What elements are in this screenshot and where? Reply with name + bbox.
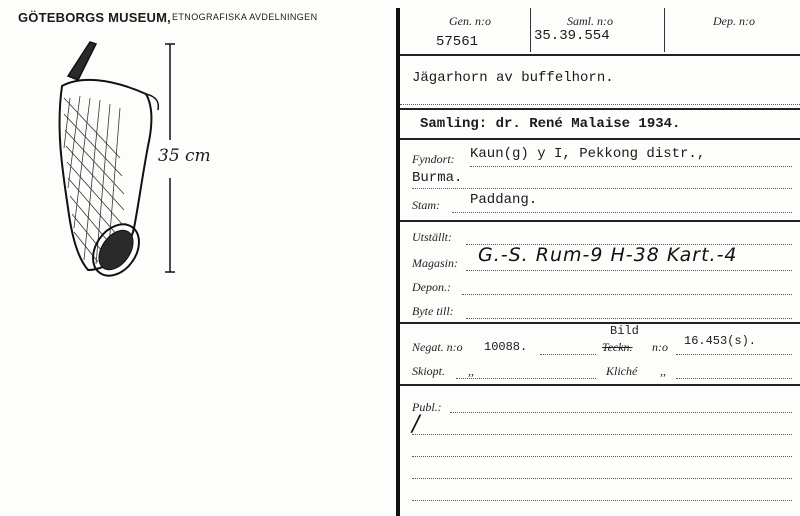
bild-number-label: n:o <box>652 340 668 354</box>
object-description: Jägarhorn av buffelhorn. <box>412 70 614 86</box>
dimension-label: 35 cm <box>158 146 211 166</box>
collection-rule-bottom <box>400 138 800 140</box>
saml-number-label: Saml. n:o <box>567 14 613 28</box>
museum-department: ETNOGRAFISKA AVDELNINGEN <box>172 12 318 22</box>
dotted-rule <box>452 212 792 213</box>
dotted-rule <box>412 188 792 189</box>
bild-label: Bild <box>610 324 639 338</box>
dotted-rule <box>466 318 792 319</box>
header-separator <box>530 8 531 52</box>
cliche-value: ,, <box>660 364 666 378</box>
byte-label: Byte till: <box>412 304 454 318</box>
teckn-label: Teckn. <box>602 340 633 354</box>
section-rule <box>400 384 800 386</box>
gen-number-value: 57561 <box>436 34 479 50</box>
section-rule <box>400 322 800 324</box>
dotted-rule <box>540 354 596 355</box>
fyndort-label: Fyndort: <box>412 152 455 166</box>
fyndort-value: Kaun(g) y I, Pekkong distr., <box>470 146 706 162</box>
header-separator <box>664 8 665 52</box>
dotted-rule <box>676 354 792 355</box>
magasin-label: Magasin: <box>412 256 458 270</box>
collection-text: Samling: dr. René Malaise 1934. <box>420 116 681 132</box>
card-divider <box>396 8 400 516</box>
dotted-rule <box>470 166 792 167</box>
dotted-rule <box>412 478 792 479</box>
gen-number-label: Gen. n:o <box>449 14 491 28</box>
collection-rule-top <box>400 108 800 110</box>
publ-mark: / <box>412 412 421 437</box>
dotted-rule <box>400 104 800 105</box>
stam-label: Stam: <box>412 198 440 212</box>
header-rule <box>400 54 800 56</box>
dotted-rule <box>412 434 792 435</box>
dotted-rule <box>676 378 792 379</box>
fyndort-value-continued: Burma. <box>412 170 463 186</box>
negat-value: 10088. <box>484 340 528 354</box>
dotted-rule <box>412 456 792 457</box>
negat-label: Negat. n:o <box>412 340 463 354</box>
dotted-rule <box>466 270 792 271</box>
dotted-rule <box>456 378 596 379</box>
skiopt-label: Skiopt. <box>412 364 445 378</box>
saml-number-value: 35.39.554 <box>534 28 610 44</box>
dotted-rule <box>450 412 792 413</box>
dotted-rule <box>462 294 792 295</box>
section-rule <box>400 220 800 222</box>
dep-number-label: Dep. n:o <box>713 14 755 28</box>
skiopt-value: ,, <box>468 364 474 378</box>
magasin-value: G.-S. Rum-9 H-38 Kart.-4 <box>478 244 738 266</box>
bild-number-value: 16.453(s). <box>684 334 757 348</box>
museum-name: GÖTEBORGS MUSEUM, <box>18 10 171 25</box>
utstallt-label: Utställt: <box>412 230 453 244</box>
depon-label: Depon.: <box>412 280 451 294</box>
dotted-rule <box>412 500 792 501</box>
publ-label: Publ.: <box>412 400 442 414</box>
stam-value: Paddang. <box>470 192 538 208</box>
cliche-label: Kliché <box>606 364 638 378</box>
